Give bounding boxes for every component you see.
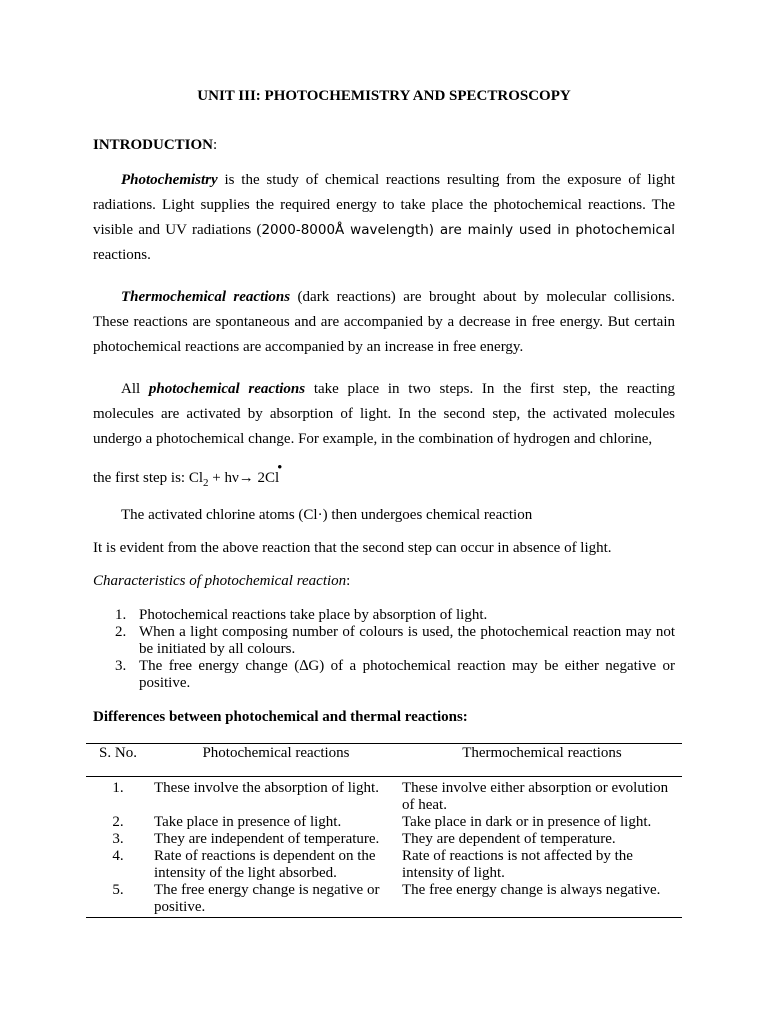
table-cell: 5. (86, 882, 150, 918)
list-item (115, 607, 675, 624)
thermochemical-term: Thermochemical reactions (121, 289, 291, 305)
characteristics-heading (93, 573, 350, 590)
table-cell: The free energy change is negative or positive. (150, 882, 402, 918)
list-item (115, 658, 675, 692)
photochemical-reactions-term: photochemical reactions (148, 381, 306, 397)
list-item-number: 2. (115, 624, 127, 640)
equation-subscript: 2 (203, 477, 209, 489)
table-cell: These involve either absorption or evolution of heat. (402, 780, 669, 813)
page-title: UNIT III: PHOTOCHEMISTRY AND SPECTROSCOPY (197, 88, 571, 104)
table-cell: 1. (112, 780, 124, 796)
evident-line: It is evident from the above reaction that the second step can occur in absence of light. (93, 540, 612, 556)
wavelength-range: 2000-8000Å wavelength) are mainly used in photochemical (261, 222, 675, 238)
list-item-text: The free energy change (∆G) of a photochemical reaction may be either negative or positive. (139, 658, 675, 691)
table-row (86, 831, 682, 848)
table-cell: Rate of reactions is not affected by the intensity of light. (402, 848, 633, 881)
table-row (86, 882, 682, 918)
equation-lead: the first step is: Cl (93, 470, 203, 486)
table-row (86, 777, 682, 815)
column-header-sno: S. No. (86, 744, 150, 777)
introduction-label: INTRODUCTION (93, 137, 214, 153)
radical-dot: • (277, 460, 283, 476)
table-cell: Take place in presence of light. (154, 814, 342, 830)
list-item-number: 3. (115, 658, 127, 674)
table-row (86, 848, 682, 882)
table-cell: They are dependent of temperature. (402, 831, 616, 847)
photochemistry-text-b: reactions. (93, 247, 151, 263)
two-steps-paragraph (93, 377, 675, 452)
introduction-colon: : (213, 137, 218, 153)
list-item-text: Photochemical reactions take place by absorption of light. (139, 607, 488, 623)
table-cell: 2. (112, 814, 124, 830)
equation-rest: + hν→ 2Cl (208, 470, 280, 486)
two-steps-text-b: take place in two steps. In the first step, the reacting molecules are activated by absorption of light. In the second step, the activated molecules undergo a photochemical change. For example, in the combination of hydrogen and chlorine, (93, 381, 676, 447)
list-item-text: When a light composing number of colours is used, the photochemical reaction may not be initiated by all colours. (139, 624, 675, 657)
photochemistry-text-a: is the study of chemical reactions resulting from the exposure of light radiations. Light supplies the required energy to take place the photochemical reactions. The visible and UV radiations ( (93, 172, 675, 238)
list-item (115, 624, 675, 658)
table-cell: 4. (112, 848, 124, 864)
column-header-thermochemical: Thermochemical reactions (402, 744, 682, 777)
thermochemical-text: (dark reactions) are brought about by molecular collisions. These reactions are spontaneous and are accompanied by a decrease in free energy. But certain photochemical reactions are accompanied by an increase in free energy. (93, 289, 675, 355)
differences-heading: Differences between photochemical and thermal reactions: (93, 709, 468, 725)
thermochemical-paragraph (93, 285, 675, 360)
list-item-number: 1. (115, 607, 127, 623)
differences-table (86, 743, 682, 918)
table-header-row (86, 744, 682, 777)
table-cell: They are independent of temperature. (154, 831, 380, 847)
table-cell: Take place in dark or in presence of light. (402, 814, 652, 830)
table-cell: These involve the absorption of light. (154, 780, 379, 796)
photochemistry-term: Photochemistry (121, 172, 218, 188)
characteristics-colon: : (346, 573, 351, 589)
table-cell: Rate of reactions is dependent on the intensity of the light absorbed. (154, 848, 376, 881)
equation-line (93, 460, 283, 489)
activated-chlorine-line: The activated chlorine atoms (Cl·) then undergoes chemical reaction (121, 507, 533, 523)
table-row (86, 814, 682, 831)
characteristics-label: Characteristics of photochemical reaction (93, 573, 347, 589)
two-steps-text-a: All (121, 381, 149, 397)
column-header-photochemical: Photochemical reactions (150, 744, 402, 777)
characteristics-list (115, 607, 675, 692)
table-cell: 3. (112, 831, 124, 847)
photochemistry-paragraph (93, 168, 675, 268)
introduction-heading (93, 137, 217, 154)
table-cell: The free energy change is always negative. (402, 882, 682, 918)
